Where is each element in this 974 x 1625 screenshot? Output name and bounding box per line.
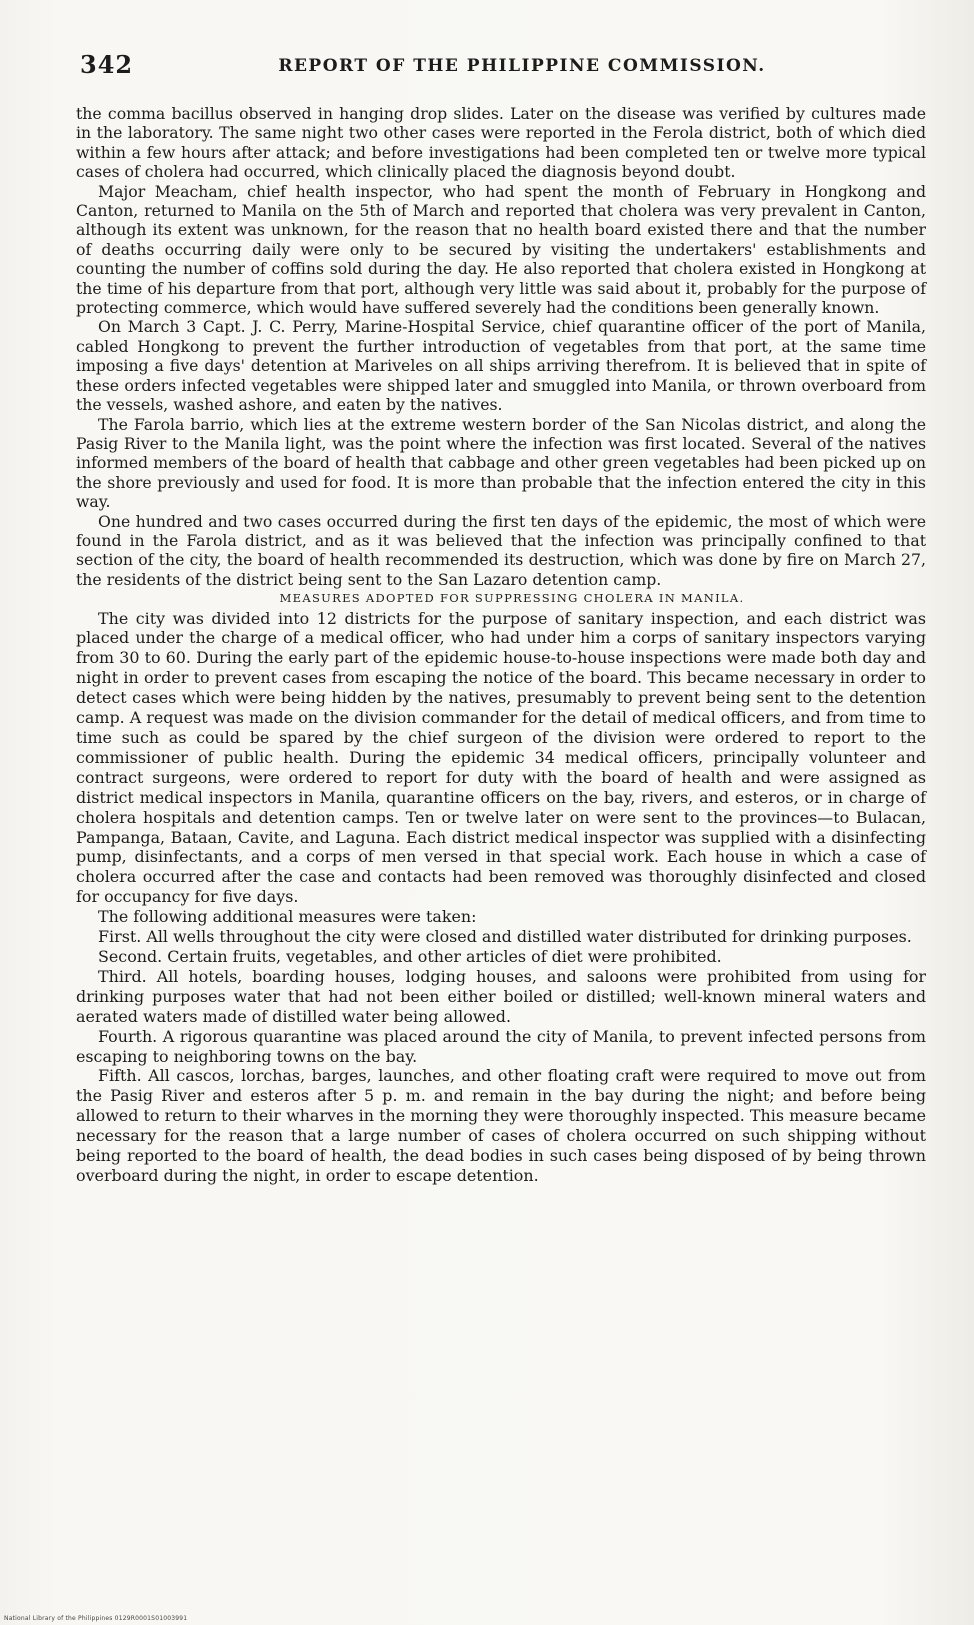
paragraph: On March 3 Capt. J. C. Perry, Marine-Hospital Service, chief quarantine officer of the port of Manila, cabled Hongkong to prevent the further introduction of vegetables from that port, at the same time imposing a five days' detention at Mariveles on all ships arriving therefrom. It is believed that in spite of these orders infected vegetables were shipped later and smuggled into Manila, or thrown overboard from the vessels, washed ashore, and eaten by the natives. — [76, 317, 926, 415]
paragraph: The following additional measures were taken: — [98, 907, 477, 927]
page-number: 342 — [80, 50, 134, 79]
paragraph: Major Meacham, chief health inspector, who had spent the month of February in Hongkong and Canton, returned to Manila on the 5th of March and reported that cholera was very prevalent in Canton, although its extent was unknown, for the reason that no health board existed there and that the number of deaths occurring daily were only to be secured by visiting the undertakers' establishments and counting the number of coffins sold during the day. He also reported that cholera existed in Hongkong at the time of his departure from that port, although very little was said about it, probably for the purpose of protecting commerce, which would have suffered severely had the conditions been generally known. — [76, 181, 926, 318]
paragraph: First. All wells throughout the city were closed and distilled water distributed for drinking purposes. — [98, 927, 912, 947]
paragraph: Second. Certain fruits, vegetables, and other articles of diet were prohibited. — [98, 946, 722, 966]
paragraph: Third. All hotels, boarding houses, lodging houses, and saloons were prohibited from using for drinking purposes water that had not been either boiled or distilled; well-known mineral waters and aerated waters made of distilled water being allowed. — [76, 966, 926, 1026]
paragraph: Fifth. All cascos, lorchas, barges, launches, and other floating craft were required to move out from the Pasig River and esteros after 5 p. m. and remain in the bay during the night; and before being allowed to return to their wharves in the morning they were thoroughly inspected. This measure became necessary for the reason that a large number of cases of cholera occurred on such shipping without being reported to the board of health, the dead bodies in such cases being disposed of by being thrown overboard during the night, in order to escape detention. — [76, 1066, 926, 1185]
body-text — [76, 104, 926, 1186]
paragraph: the comma bacillus observed in hanging drop slides. Later on the disease was verified by cultures made in the laboratory. The same night two other cases were reported in the Ferola district, both of which died within a few hours after attack; and before investigations had been completed ten or twelve more typical cases of cholera had occurred, which clinically placed the diagnosis beyond doubt. — [76, 104, 926, 182]
scan-footer-note: National Library of the Philippines 0129R0001S01003991 — [4, 1615, 188, 1622]
paragraph: Fourth. A rigorous quarantine was placed around the city of Manila, to prevent infected persons from escaping to neighboring towns on the bay. — [76, 1026, 926, 1066]
paragraph: The Farola barrio, which lies at the extreme western border of the San Nicolas district, and along the Pasig River to the Manila light, was the point where the infection was first located. Several of the natives informed members of the board of health that cabbage and other green vegetables had been picked up on the shore previously and used for food. It is more than probable that the infection entered the city in this way. — [76, 414, 926, 512]
section-heading: MEASURES ADOPTED FOR SUPPRESSING CHOLERA IN MANILA. — [279, 591, 745, 606]
running-head: REPORT OF THE PHILIPPINE COMMISSION. — [278, 56, 766, 76]
paragraph: The city was divided into 12 districts for the purpose of sanitary inspection, and each district was placed under the charge of a medical officer, who had under him a corps of sanitary inspectors varying from 30 to 60. During the early part of the epidemic house-to-house inspections were made both day and night in order to prevent cases from escaping the notice of the board. This became necessary in order to detect cases which were being hidden by the natives, presumably to prevent being sent to the detention camp. A request was made on the division commander for the detail of medical officers, and from time to time such as could be spared by the chief surgeon of the division were ordered to report to the commissioner of public health. During the epidemic 34 medical officers, principally volunteer and contract surgeons, were ordered to report for duty with the board of health and were assigned as district medical inspectors in Manila, quarantine officers on the bay, rivers, and esteros, or in charge of cholera hospitals and detention camps. Ten or twelve later on were sent to the provinces—to Bulacan, Pampanga, Bataan, Cavite, and Laguna. Each district medical inspector was supplied with a disinfecting pump, disinfectants, and a corps of men versed in that special work. Each house in which a case of cholera occurred after the case and contacts had been removed was thoroughly disinfected and closed for occupancy for five days. — [76, 608, 926, 907]
paragraph: One hundred and two cases occurred during the first ten days of the epidemic, the most of which were found in the Farola district, and as it was believed that the infection was principally confined to that section of the city, the board of health recommended its destruction, which was done by fire on March 27, the residents of the district being sent to the San Lazaro detention camp. — [76, 511, 926, 589]
measures-section — [76, 609, 926, 1186]
page-header — [80, 50, 904, 90]
